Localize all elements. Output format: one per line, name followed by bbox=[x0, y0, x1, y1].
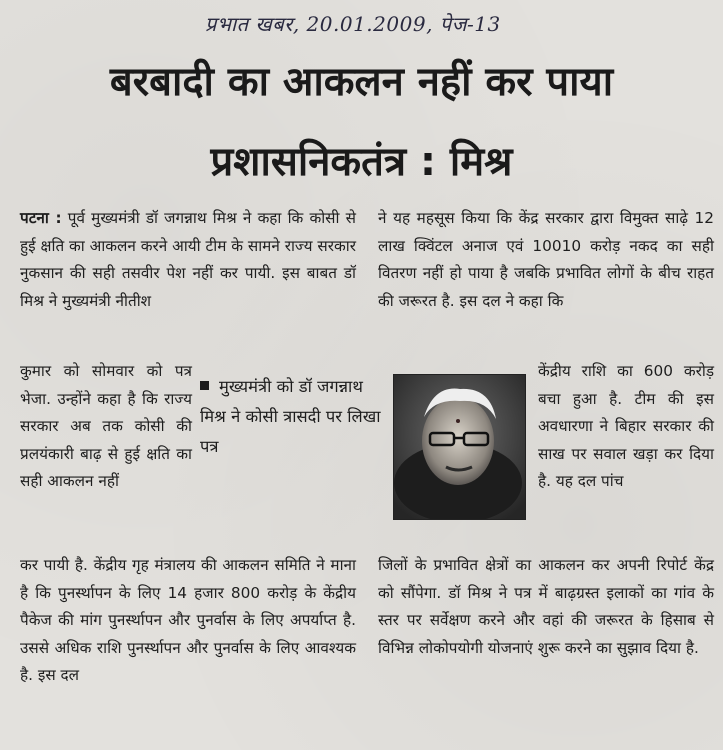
source-line: प्रभात खबर, 20.01.2009, पेज-13 bbox=[205, 12, 501, 36]
square-bullet-icon bbox=[200, 381, 209, 390]
headline-line-1: बरबादी का आकलन नहीं कर पाया bbox=[109, 59, 614, 105]
headline-line-2: प्रशासनिकतंत्र : मिश्र bbox=[210, 139, 513, 185]
article-text-left-mid: कुमार को सोमवार को पत्र भेजा. उन्होंने कहा है कि राज्य सरकार अब तक कोसी की प्रलयंकारी बाढ़ से हुई क्षति का सही आकलन नहीं bbox=[20, 362, 192, 491]
article-column-right-mid bbox=[538, 358, 714, 496]
article-text-left-top: पूर्व मुख्यमंत्री डॉ जगन्नाथ मिश्र ने कहा कि कोसी से हुई क्षति का आकलन करने आयी टीम के सामने राज्य सरकार नुकसान की सही तसवीर पेश नहीं कर पायी. इस बाबत डॉ मिश्र ने मुख्यमंत्री नीतीश bbox=[20, 209, 356, 310]
pull-quote bbox=[200, 372, 390, 462]
article-text-right-mid: केंद्रीय राशि का 600 करोड़ बचा हुआ है. टीम की इस अवधारणा ने बिहार सरकार की साख पर सवाल खड़ा कर दिया है. यह दल पांच bbox=[538, 362, 714, 491]
article-text-right-top: ने यह महसूस किया कि केंद्र सरकार द्वारा विमुक्त साढ़े 12 लाख क्विंटल अनाज एवं 10010 करोड़ नकद का सही वितरण नहीं हो पाया है जबकि प्रभावित लोगों के बीच राहत की जरूरत है. इस दल ने कहा कि bbox=[378, 209, 714, 310]
article-column-left-top bbox=[20, 205, 356, 315]
article-column-left-bot bbox=[20, 552, 356, 690]
article-column-right-bot bbox=[378, 552, 714, 662]
pull-quote-text: मुख्यमंत्री को डॉ जगन्नाथ मिश्र ने कोसी त्रासदी पर लिखा पत्र bbox=[200, 377, 381, 456]
article-text-left-bot: कर पायी है. केंद्रीय गृह मंत्रालय की आकलन समिति ने माना है कि पुनर्स्थापन के लिए 14 हजार 800 करोड़ के केंद्रीय पैकेज की मांग पुनर्स्थापन और पुनर्वास के लिए अपर्याप्त है. उससे अधिक राशि पुनर्स्थापन और पुनर्वास के लिए आवश्यक है. इस दल bbox=[20, 556, 356, 685]
portrait-photo bbox=[393, 374, 526, 520]
article-column-right-top bbox=[378, 205, 714, 315]
article-column-left-mid bbox=[20, 358, 192, 496]
dateline: पटना : bbox=[20, 209, 62, 227]
article-text-right-bot: जिलों के प्रभावित क्षेत्रों का आकलन कर अपनी रिपोर्ट केंद्र को सौंपेगा. डॉ मिश्र ने पत्र में बाढ़ग्रस्त इलाकों का गांव के स्तर पर सर्वेक्षण करने और वहां की जरूरत के हिसाब से विभिन्न लोकोपयोगी योजनाएं शुरू करने का सुझाव दिया है. bbox=[378, 556, 714, 657]
